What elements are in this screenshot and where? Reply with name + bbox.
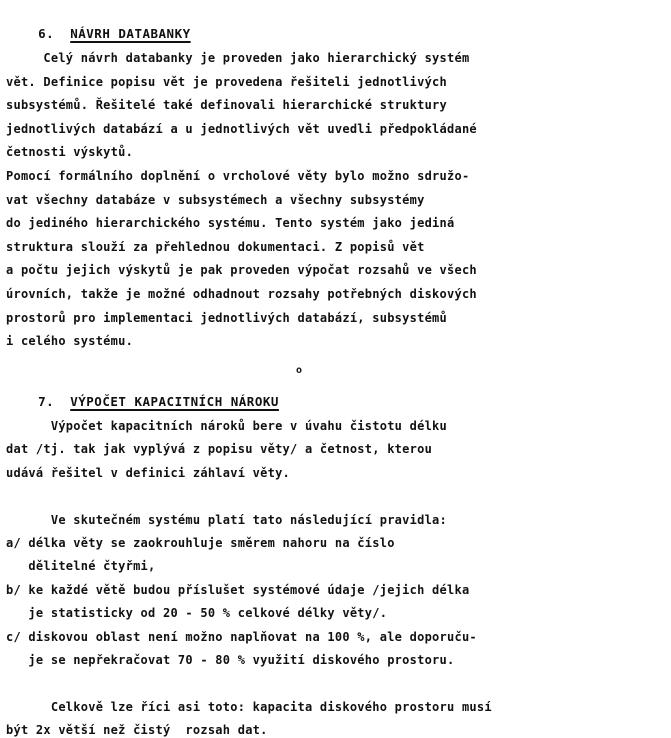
- text-line: být 2x větší než čistý rozsah dat.: [6, 723, 268, 738]
- text-line: Výpočet kapacitních nároků bere v úvahu čistotu délku: [6, 419, 448, 433]
- text-line: dat /tj. tak jak vyplývá z popisu věty/ a četnost, kterou: [6, 442, 433, 457]
- text-line: subsystémů. Řešitelé také definovali hierarchické struktury: [6, 98, 448, 113]
- text-line: do jediného hierarchického systému. Tento systém jako jediná: [6, 216, 455, 231]
- text-line: vat všechny databáze v subsystémech a všechny subsystémy: [6, 192, 425, 207]
- section-6-number: 6.: [38, 26, 55, 41]
- text-line: prostorů pro implementaci jednotlivých databází, subsystémů: [6, 310, 448, 325]
- text-line: i celého systému.: [6, 334, 134, 349]
- text-line: dělitelné čtyřmi,: [6, 559, 156, 574]
- text-line: je se nepřekračovat 70 - 80 % využití diskového prostoru.: [6, 653, 455, 667]
- text-line: b/ ke každé větě budou příslušet systémové údaje /jejich délka: [6, 582, 470, 597]
- text-line: je statisticky od 20 - 50 % celkové délky věty/.: [6, 606, 388, 621]
- text-line: Ve skutečném systému platí tato následující pravidla:: [6, 512, 448, 527]
- text-line: Celkově lze říci asi toto: kapacita diskového prostoru musí: [6, 699, 492, 714]
- text-line: Celý návrh databanky je proveden jako hierarchický systém: [6, 51, 470, 65]
- section-6-title: NÁVRH DATABANKY: [70, 26, 191, 41]
- text-line: Pomocí formálního doplnění o vrcholové věty bylo možno sdružo-: [6, 169, 470, 183]
- text-line: jednotlivých databází a u jednotlivých vět uvedli předpokládané: [6, 121, 477, 136]
- section-7-number: 7.: [38, 394, 55, 409]
- text-line: udává řešitel v definici záhlaví věty.: [6, 465, 291, 480]
- section-7-title-ring-mark: o: [296, 365, 303, 376]
- text-line: a/ délka věty se zaokrouhluje směrem nahoru na číslo: [6, 536, 395, 550]
- text-line: a počtu jejich výskytů je pak proveden výpočat rozsahů ve všech: [6, 263, 477, 278]
- text-line: četnosti výskytů.: [6, 145, 134, 160]
- text-line: struktura slouží za přehlednou dokumentaci. Z popisů vět: [6, 239, 425, 254]
- text-line: úrovních, takže je možné odhadnout rozsahy potřebných diskových: [6, 287, 477, 301]
- text-line: c/ diskovou oblast není možno naplňovat na 100 %, ale doporuču-: [6, 629, 477, 644]
- text-line: vět. Definice popisu vět je provedena řešiteli jednotlivých: [6, 74, 448, 89]
- section-7-title: VÝPOČET KAPACITNÍCH NÁROKU: [70, 394, 279, 409]
